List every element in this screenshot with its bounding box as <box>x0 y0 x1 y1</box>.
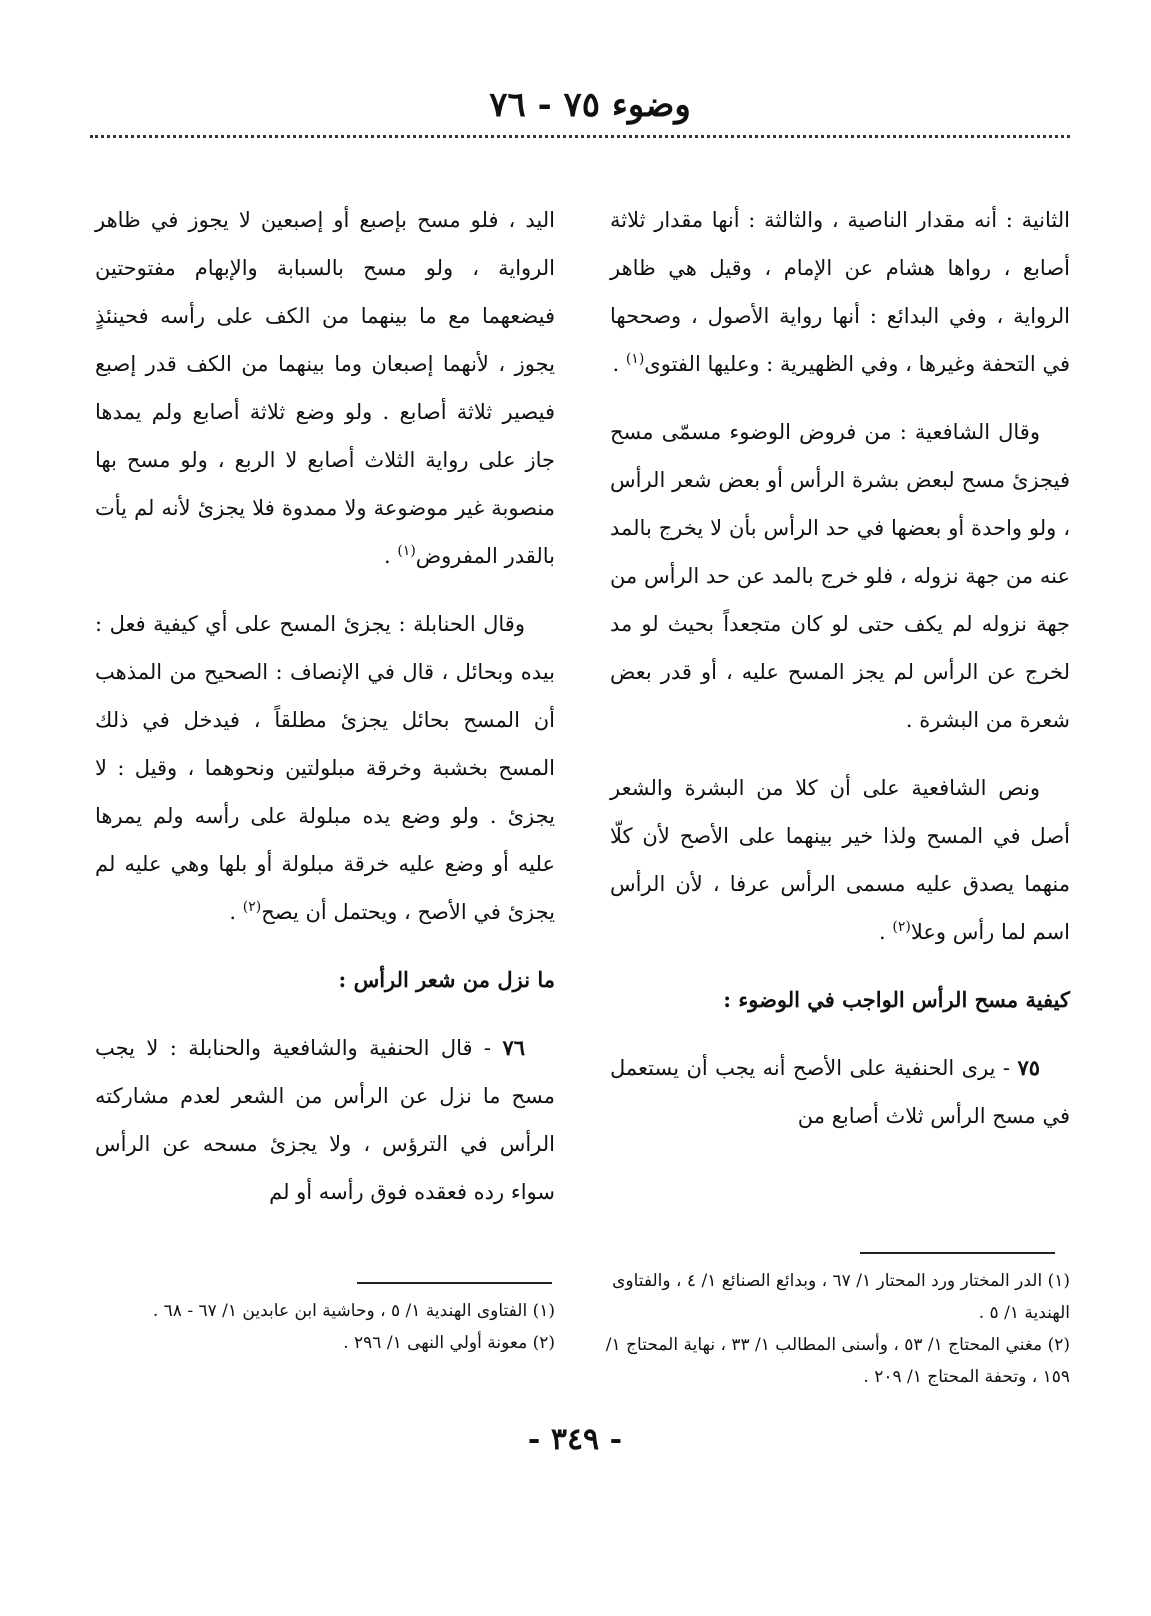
footnote: (١) الفتاوى الهندية ١/ ٥ ، وحاشية ابن عابدين ١/ ٦٧ - ٦٨ . <box>152 1301 555 1321</box>
section-heading: ما نزل من شعر الرأس : <box>338 967 555 992</box>
paragraph-text: - قال الحنفية والشافعية والحنابلة : لا يجب مسح ما نزل عن الرأس من الشعر لعدم مشاركته الرأس في الترؤس ، ولا يجزئ مسحه عن الرأس سواء رده فعقده فوق رأسه أو لم <box>95 1036 555 1204</box>
header-dotted-rule <box>90 135 1070 138</box>
paragraph-text: وقال الحنابلة : يجزئ المسح على أي كيفية فعل : بيده وبحائل ، قال في الإنصاف : الصحيح من المذهب أن المسح بحائل يجزئ مطلقاً ، فيدخل في ذلك المسح بخشبة وخرقة مبلولتين ونحوهما ، وقيل : لا يجزئ . ولو وضع يده مبلولة على رأسه ولم يمرها عليه أو وضع عليه خرقة مبلولة أو بلها وهي عليه لم يجزئ في الأصح ، ويحتمل أن يصح <box>95 612 555 924</box>
page-number: - ٣٤٩ - <box>527 1422 623 1457</box>
left-column <box>95 196 555 1236</box>
footnote-separator <box>860 1252 1055 1254</box>
footnote-separator <box>357 1282 552 1284</box>
footnote: (٢) مغني المحتاج ١/ ٥٣ ، وأسنى المطالب ١/ ٣٣ ، نهاية المحتاج ١/ ١٥٩ ، وتحفة المحتاج ١/ ٢٠٩ . <box>605 1335 1070 1387</box>
paragraph-end: . <box>878 920 893 944</box>
footnotes-left <box>85 1295 555 1359</box>
paragraph-text: الثانية : أنه مقدار الناصية ، والثالثة : أنها مقدار ثلاثة أصابع ، رواها هشام عن الإمام ، وقيل هي ظاهر الرواية ، وفي البدائع : أنها رواية الأصول ، وصححها في التحفة وغيرها ، وفي الظهيرية : وعليها الفتوى <box>610 208 1070 376</box>
footnote-ref: (١) <box>397 543 416 559</box>
footnote-ref: (١) <box>625 351 645 367</box>
paragraph <box>95 196 555 580</box>
paragraph <box>610 1044 1070 1140</box>
paragraph-end: . <box>612 352 626 376</box>
right-column <box>610 196 1070 1160</box>
footnote-ref: (٢) <box>892 919 911 935</box>
paragraph-end: . <box>383 544 398 568</box>
paragraph: وقال الشافعية : من فروض الوضوء مسمّى مسح فيجزئ مسح لبعض بشرة الرأس أو بعض شعر الرأس ، ولو واحدة أو بعضها في حد الرأس بأن لا يخرج بالمد عنه من جهة نزوله ، فلو خرج بالمد عن حد الرأس من جهة نزوله لم يكف حتى لو كان متجعداً بحيث لو مد لخرج عن الرأس لم يجز المسح عليه ، أو قدر بعض شعرة من البشرة . <box>610 420 1070 732</box>
footnote: (١) الدر المختار ورد المحتار ١/ ٦٧ ، وبدائع الصنائع ١/ ٤ ، والفتاوى الهندية ١/ ٥ . <box>612 1271 1070 1323</box>
section-number: ٧٦ <box>502 1035 525 1060</box>
paragraph-text: اليد ، فلو مسح بإصبع أو إصبعين لا يجوز في ظاهر الرواية ، ولو مسح بالسبابة والإبهام مفتوحتين فيضعهما مع ما بينهما من الكف على رأسه فحينئذٍ يجوز ، لأنهما إصبعان وما بينهما من الكف قدر إصبع فيصير ثلاثة أصابع . ولو وضع ثلاثة أصابع ولم يمدها جاز على رواية الثلاث أصابع لا الربع ، ولو مسح بها منصوبة غير موضوعة ولا ممدوة فلا يجزئ لأنه لم يأت بالقدر المفروض <box>95 208 555 568</box>
paragraph <box>95 1024 555 1216</box>
paragraph-text: - يرى الحنفية على الأصح أنه يجب أن يستعمل في مسح الرأس ثلاث أصابع من <box>610 1056 1070 1128</box>
footnotes-right <box>600 1265 1070 1393</box>
section-heading: كيفية مسح الرأس الواجب في الوضوء : <box>723 987 1070 1012</box>
paragraph <box>610 764 1070 956</box>
footnote: (٢) معونة أولي النهى ١/ ٢٩٦ . <box>343 1333 555 1353</box>
section-number: ٧٥ <box>1017 1055 1040 1080</box>
paragraph-text: ونص الشافعية على أن كلا من البشرة والشعر أصل في المسح ولذا خير بينهما على الأصح لأن كلّا منهما يصدق عليه مسمى الرأس عرفا ، لأن الرأس اسم لما رأس وعلا <box>610 776 1070 944</box>
paragraph-end: . <box>229 900 243 924</box>
running-header: وضوء ٧٥ - ٧٦ <box>489 85 691 125</box>
paragraph <box>610 196 1070 388</box>
paragraph <box>95 600 555 936</box>
footnote-ref: (٢) <box>242 899 262 915</box>
